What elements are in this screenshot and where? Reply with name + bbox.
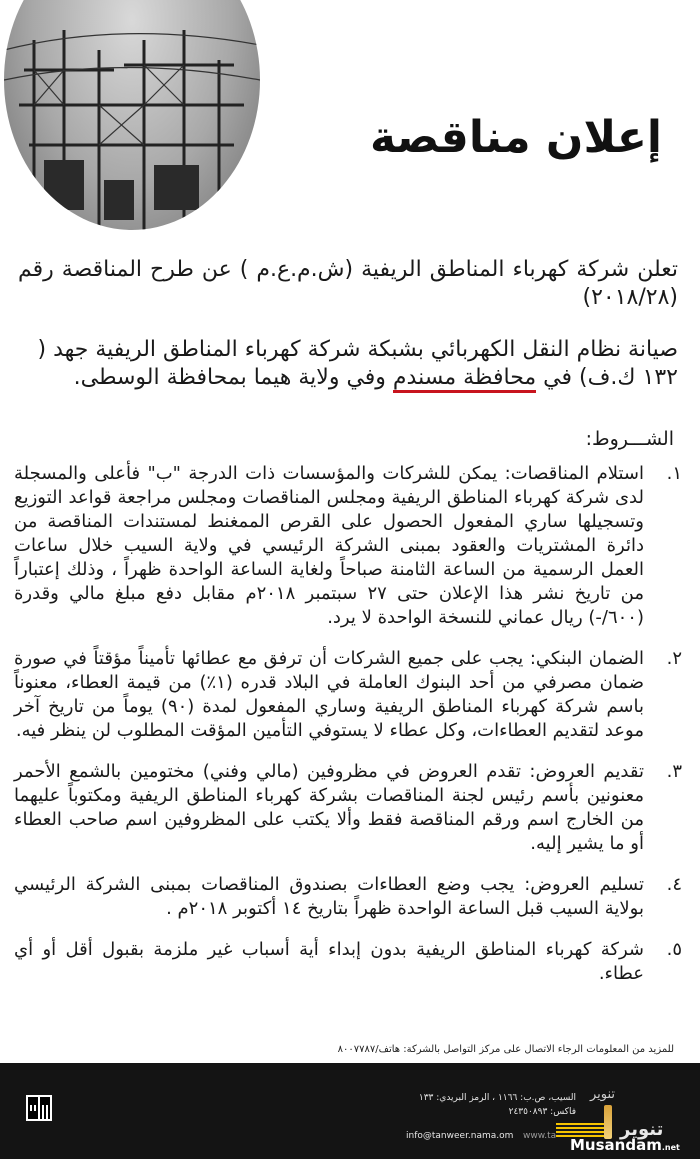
tender-intro: تعلن شركة كهرباء المناطق الريفية (ش.م.ع.م ) عن طرح المناقصة رقم (٢٠١٨/٢٨) bbox=[18, 257, 678, 310]
qr-code-icon[interactable] bbox=[26, 1095, 52, 1121]
condition-item bbox=[14, 938, 682, 986]
logo-stripe bbox=[556, 1123, 604, 1137]
condition-item bbox=[14, 760, 682, 856]
conditions-list bbox=[14, 462, 682, 1003]
condition-number: ١. bbox=[666, 463, 682, 484]
conditions-heading: الشـــروط: bbox=[585, 428, 674, 450]
condition-item bbox=[14, 873, 682, 921]
agency-website[interactable]: www.ta bbox=[523, 1131, 557, 1141]
watermark-text: Musandam bbox=[570, 1136, 662, 1154]
power-substation-photo bbox=[4, 0, 260, 230]
agency-logo-word: تنوير bbox=[620, 1119, 664, 1140]
subject-text-end: وفي ولاية هيما بمحافظة الوسطى. bbox=[73, 365, 393, 390]
agency-brand: تنوير bbox=[590, 1087, 616, 1102]
condition-number: ٣. bbox=[666, 761, 682, 782]
agency-logo-icon bbox=[604, 1105, 612, 1139]
condition-text: الضمان البنكي: يجب على جميع الشركات أن ترفق مع عطائها تأميناً مؤقتاً في صورة ضمان مصرفي من أحد البنوك العاملة في البلاد قدره (١٪) من قيمة العطاء، معنوناً باسم شركة كهرباء المناطق الريفية وساري المفعول لمدة (٩٠) يوماً من تاريخ آخر موعد لتقديم العطاءات، وكل عطاء لا يستوفي التأمين المؤقت المطلوب لن ينظر فيه. bbox=[14, 648, 644, 741]
tender-subject bbox=[13, 336, 678, 392]
condition-text: شركة كهرباء المناطق الريفية بدون إبداء أية أسباب غير ملزمة بقبول أقل أو أي عطاء. bbox=[14, 939, 644, 984]
condition-text: استلام المناقصات: يمكن للشركات والمؤسسات ذات الدرجة "ب" فأعلى والمسجلة لدى شركة كهرباء المناطق الريفية ومجلس المناقصات ومجلس مراجعة قواعد التوزيع وتسجيلها ساري المفعول الحصول على القرص الممغنط لمستندات المناقصة من دائرة المشتريات والعقود بمبنى الشركة الرئيسي في ولاية السيب خلال ساعات العمل الرسمية من الساعة الثامنة صباحاً ولغاية الساعة الواحدة ظهراً ، وذلك إعتباراً من تاريخ نشر هذا الإعلان حتى ٢٧ سبتمبر ٢٠١٨م مقابل دفع مبلغ مالي وقدرة (٦٠٠/-) ريال عماني للنسخة الواحدة لا يرد. bbox=[14, 463, 644, 628]
page-title: إعلان مناقصة bbox=[370, 112, 662, 163]
condition-text: تقديم العروض: تقدم العروض في مظروفين (مالي وفني) مختومين بالشمع الأحمر معنونين بأسم رئيس لجنة المناقصات بشركة كهرباء المناطق الريفية ومكتوباً عليهما من الخارج اسم ورقم المناقصة فقط وألا يكتب على المظروفين اسم صاحب العطاء أو ما يشير إليه. bbox=[14, 761, 644, 854]
agency-address: السيب، ص.ب: ١١٦٦ ، الرمز البريدي: ١٣٣ فاكس: ٢٤٣٥٠٨٩٣ bbox=[418, 1093, 576, 1117]
highlighted-governorate: محافظة مسندم bbox=[393, 365, 536, 393]
condition-number: ٢. bbox=[666, 648, 682, 669]
condition-text: تسليم العروض: يجب وضع العطاءات بصندوق المناقصات بمبنى الشركة الرئيسي بولاية السيب قبل الساعة الواحدة ظهراً بتاريخ ١٤ أكتوبر ٢٠١٨م . bbox=[14, 874, 644, 919]
condition-item bbox=[14, 647, 682, 743]
site-watermark bbox=[570, 1136, 680, 1154]
agency-email[interactable]: info@tanweer.nama.om bbox=[406, 1131, 514, 1141]
watermark-suffix: .net bbox=[661, 1143, 680, 1152]
substation-illustration bbox=[4, 0, 260, 230]
subject-text: صيانة نظام النقل الكهربائي بشبكة شركة كهرباء المناطق الريفية جهد ( ١٣٢ ك.ف) في bbox=[37, 337, 678, 390]
condition-item bbox=[14, 462, 682, 630]
condition-number: ٥. bbox=[666, 939, 682, 960]
condition-number: ٤. bbox=[666, 874, 682, 895]
contact-note: للمزيد من المعلومات الرجاء الاتصال على مركز التواصل بالشركة: هاتف/٨٠٠٧٧٨٧ bbox=[337, 1044, 674, 1055]
